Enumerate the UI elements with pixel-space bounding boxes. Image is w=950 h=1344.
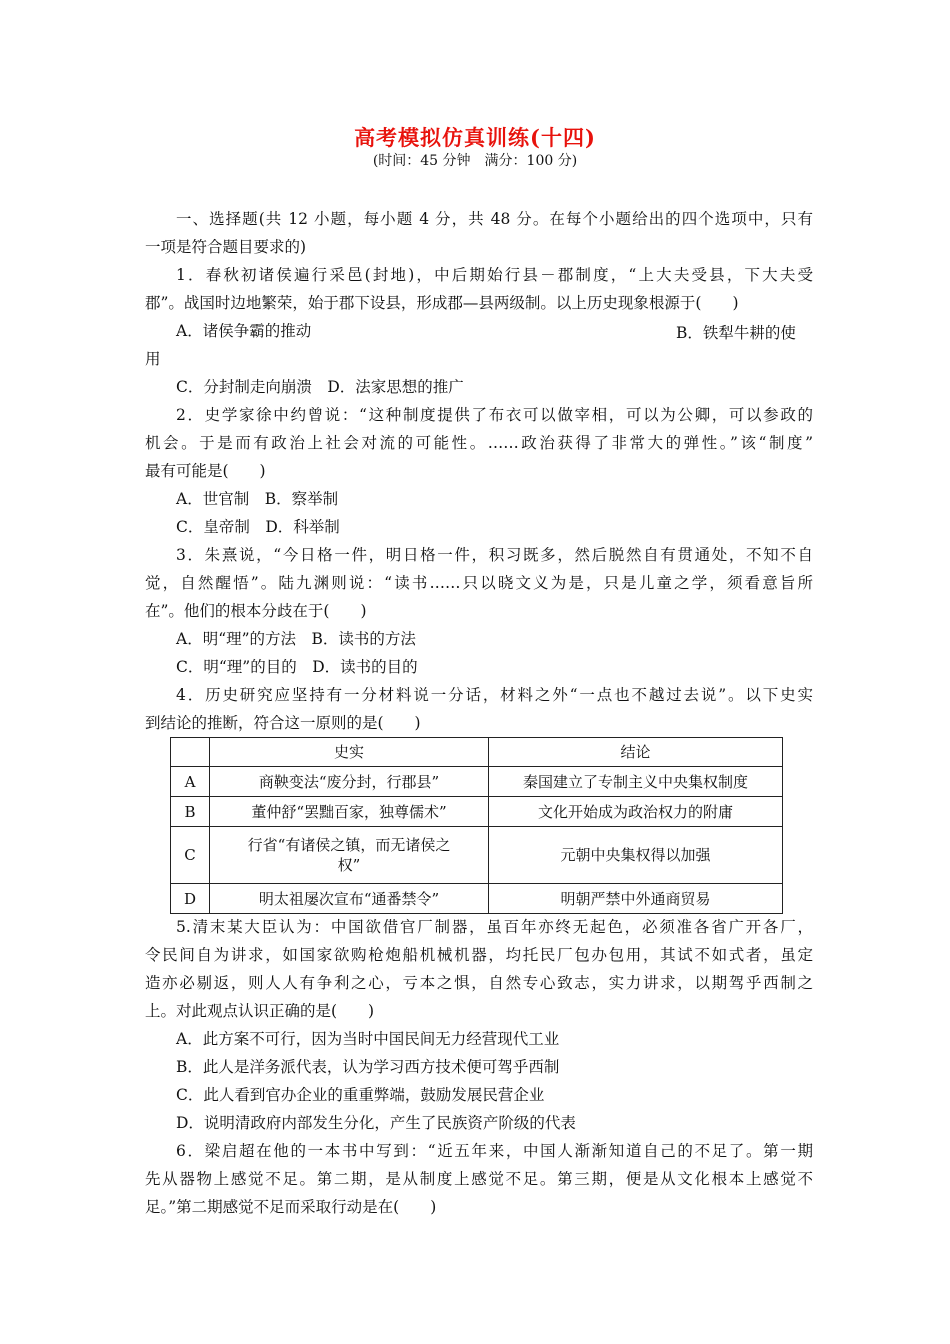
row-fact: 行省“有诸侯之镇，而无诸侯之 [247, 836, 451, 854]
page-title: 高考模拟仿真训练(十四) [354, 125, 596, 150]
question-3-stem: 觉，自然醒悟”。陆九渊则说：“读书……只以晓文义为是，只是儿童之学，须看意旨所 [145, 574, 813, 592]
row-label: A [171, 767, 210, 797]
table-row [171, 797, 783, 827]
row-conclusion: 秦国建立了专制主义中央集权制度 [489, 767, 783, 797]
table-header-cell: 史实 [210, 738, 489, 767]
question-3-option-cd: C．明“理”的目的 D．读书的目的 [176, 658, 418, 676]
question-3-stem: 在”。他们的根本分歧在于( ) [145, 602, 367, 620]
question-5-stem: 令民间自为讲求，如国家欲购枪炮船机械机器，均托民厂包办包用，其试不如式者，虽定 [145, 946, 813, 964]
table-row [171, 884, 783, 914]
question-5-stem: 造亦必剔返，则人人有争利之心，亏本之惧，自然专心致志，实力讲求，以期驾乎西制之 [145, 974, 813, 992]
row-fact-cell [210, 827, 489, 884]
question-1-option-cd: C．分封制走向崩溃 D．法家思想的推广 [176, 378, 464, 396]
row-fact: 董仲舒“罢黜百家，独尊儒术” [210, 797, 489, 827]
question-1-option-b: B．铁犁牛耕的使 [676, 324, 796, 342]
question-2-option-ab: A．世官制 B．察举制 [176, 490, 339, 508]
question-3-stem: 3．朱熹说，“今日格一件，明日格一件，积习既多，然后脱然自有贯通处，不知不自 [176, 546, 813, 564]
question-5-option-a: A．此方案不可行，因为当时中国民间无力经营现代工业 [176, 1030, 560, 1048]
table-row [171, 767, 783, 797]
question-3-option-ab: A．明“理”的方法 B．读书的方法 [176, 630, 416, 648]
page-subtitle: (时间：45 分钟 满分：100 分) [372, 153, 578, 169]
section-intro-line: 一、选择题(共 12 小题，每小题 4 分，共 48 分。在每个小题给出的四个选项中，只有 [176, 210, 813, 228]
question-5-stem: 5.清末某大臣认为：中国欲借官厂制器，虽百年亦终无起色，必须准各省广开各厂， [176, 918, 813, 936]
section-intro-line: 一项是符合题目要求的) [145, 238, 307, 256]
question-2-stem: 最有可能是( ) [145, 462, 266, 480]
question-6-stem: 足。”第二期感觉不足而采取行动是在( ) [145, 1198, 437, 1216]
question-1-option-a: A．诸侯争霸的推动 [176, 322, 312, 340]
question-1-stem: 1．春秋初诸侯遍行采邑(封地)，中后期始行县－郡制度，“上大夫受县，下大夫受 [176, 266, 813, 284]
row-fact: 商鞅变法“废分封，行郡县” [210, 767, 489, 797]
row-label: D [171, 884, 210, 914]
table-header-cell [171, 738, 210, 767]
question-6-stem: 6．梁启超在他的一本书中写到：“近五年来，中国人渐渐知道自己的不足了。第一期 [176, 1142, 813, 1160]
row-label: C [171, 827, 210, 884]
table-header-cell: 结论 [489, 738, 783, 767]
table-header-row [171, 738, 783, 767]
row-conclusion: 元朝中央集权得以加强 [489, 827, 783, 884]
question-1-option-b-cont: 用 [145, 350, 161, 368]
row-conclusion: 文化开始成为政治权力的附庸 [489, 797, 783, 827]
question-2-stem: 机会。于是而有政治上社会对流的可能性。……政治获得了非常大的弹性。”该“制度” [145, 434, 813, 452]
question-5-stem: 上。对此观点认识正确的是( ) [145, 1002, 375, 1020]
question-5-option-b: B．此人是洋务派代表，认为学习西方技术便可驾乎西制 [176, 1058, 560, 1076]
question-5-option-d: D．说明清政府内部发生分化，产生了民族资产阶级的代表 [176, 1114, 576, 1132]
question-6-stem: 先从器物上感觉不足。第二期，是从制度上感觉不足。第三期，便是从文化根本上感觉不 [145, 1170, 813, 1188]
row-label: B [171, 797, 210, 827]
row-fact-cont: 权” [337, 856, 361, 874]
question-1-stem: 郡”。战国时边地繁荣，始于郡下设县，形成郡—县两级制。以上历史现象根源于( ) [145, 294, 739, 312]
question-5-option-c: C．此人看到官办企业的重重弊端，鼓励发展民营企业 [176, 1086, 545, 1104]
row-fact: 明太祖屡次宣布“通番禁令” [210, 884, 489, 914]
question-4-stem: 4．历史研究应坚持有一分材料说一分话，材料之外“一点也不越过去说”。以下史实 [176, 686, 813, 704]
table-row [171, 827, 783, 884]
question-2-stem: 2．史学家徐中约曾说：“这种制度提供了布衣可以做宰相，可以为公卿，可以参政的 [176, 406, 813, 424]
question-4-table [170, 737, 783, 914]
row-conclusion: 明朝严禁中外通商贸易 [489, 884, 783, 914]
question-2-option-cd: C．皇帝制 D．科举制 [176, 518, 340, 536]
question-4-stem: 到结论的推断，符合这一原则的是( ) [145, 714, 421, 732]
